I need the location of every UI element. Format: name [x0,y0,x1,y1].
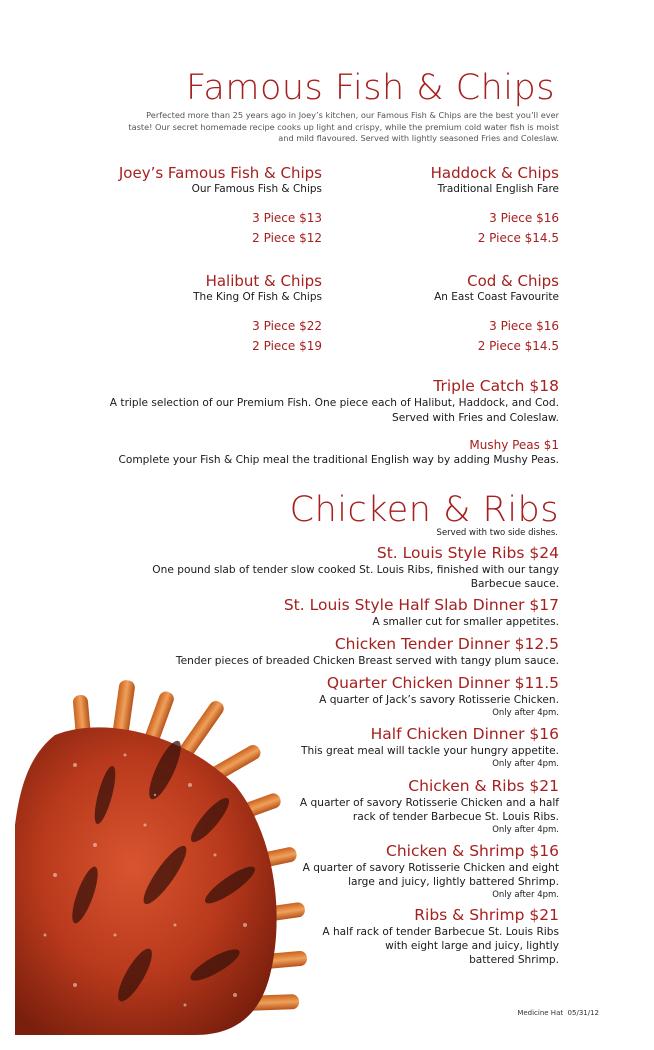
item-description: This great meal will tackle your hungry appetite. [301,745,559,757]
chicken-section-title: Chicken & Ribs [289,490,559,530]
item-title: St. Louis Style Ribs $24 [376,544,559,562]
item-title: Triple Catch $18 [433,377,559,395]
item-price: 2 Piece $19 [252,339,322,353]
item-title: Half Chicken Dinner $16 [370,725,559,743]
availability-note: Only after 4pm. [492,708,559,718]
item-title: Ribs & Shrimp $21 [414,906,559,924]
item-title: Chicken & Shrimp $16 [386,842,559,860]
menu-item-st-louis-ribs [39,544,559,591]
menu-item-cod [339,272,559,356]
item-price: 3 Piece $13 [252,211,322,225]
menu-item-quarter-chicken [139,674,559,720]
item-price: 2 Piece $14.5 [477,339,559,353]
menu-item-haddock [339,164,559,248]
item-description: Complete your Fish & Chip meal the traditional English way by adding Mushy Peas. [118,454,559,466]
availability-note: Only after 4pm. [492,759,559,769]
item-description: A smaller cut for smaller appetites. [372,616,559,628]
fish-intro-line: taste! Our secret homemade recipe cooks up light and crispy, while the premium cold water fish is moist [128,121,559,132]
fish-intro-line: and mild flavoured. Served with lightly seasoned Fries and Coleslaw. [278,133,559,144]
item-description: An East Coast Favourite [434,291,559,303]
item-description: A quarter of Jack’s savory Rotisserie Chicken. [319,694,559,706]
item-description: A half rack of tender Barbecue St. Louis Ribs [322,926,559,938]
fish-section-title: Famous Fish & Chips [186,68,555,108]
item-description: Tender pieces of breaded Chicken Breast served with tangy plum sauce. [175,655,559,667]
item-description: One pound slab of tender slow cooked St. Louis Ribs, finished with our tangy [152,564,559,576]
availability-note: Only after 4pm. [492,825,559,835]
item-description: The King Of Fish & Chips [193,291,322,303]
availability-note: Only after 4pm. [492,890,559,900]
footer-location-date: Medicine Hat 05/31/12 [517,1009,599,1017]
item-description: Barbecue sauce. [470,578,559,590]
menu-item-joeys [62,164,322,248]
item-name: Halibut & Chips [205,272,322,290]
item-price: 3 Piece $16 [489,211,559,225]
item-description: large and juicy, lightly battered Shrimp. [348,876,559,888]
menu-item-ribs-shrimp [139,906,559,967]
item-title: Chicken Tender Dinner $12.5 [334,635,559,653]
menu-item-chicken-shrimp [139,842,559,902]
item-price: 3 Piece $16 [489,319,559,333]
item-price: 3 Piece $22 [252,319,322,333]
item-title: Quarter Chicken Dinner $11.5 [326,674,559,692]
item-name: Joey’s Famous Fish & Chips [118,164,322,182]
item-description: Traditional English Fare [437,183,559,195]
menu-item-chicken-ribs [139,777,559,837]
menu-item-mushy-peas [0,438,559,467]
item-title: Mushy Peas $1 [469,438,559,452]
item-name: Cod & Chips [467,272,559,290]
item-description: with eight large and juicy, lightly [385,940,559,952]
item-description: Served with Fries and Coleslaw. [392,412,559,424]
menu-item-triple-catch [0,377,559,425]
menu-item-half-chicken [139,725,559,771]
item-description: rack of tender Barbecue St. Louis Ribs. [352,811,559,823]
item-description: A triple selection of our Premium Fish. One piece each of Halibut, Haddock, and Cod. [109,397,559,409]
chicken-section-subtitle: Served with two side dishes. [436,528,558,538]
item-name: Haddock & Chips [430,164,559,182]
menu-item-half-slab [39,596,559,629]
item-price: 2 Piece $14.5 [477,231,559,245]
fish-intro-line: Perfected more than 25 years ago in Joey’s kitchen, our Famous Fish & Chips are the best you’ll ever [146,110,559,120]
item-price: 2 Piece $12 [252,231,322,245]
item-description: battered Shrimp. [469,954,559,966]
fish-intro [89,110,559,145]
item-title: St. Louis Style Half Slab Dinner $17 [283,596,559,614]
item-description: A quarter of savory Rotisserie Chicken and a half [299,797,559,809]
item-description: A quarter of savory Rotisserie Chicken and eight [302,862,559,874]
item-title: Chicken & Ribs $21 [408,777,559,795]
menu-item-chicken-tender [39,635,559,668]
item-description: Our Famous Fish & Chips [191,183,322,195]
menu-item-halibut [62,272,322,356]
